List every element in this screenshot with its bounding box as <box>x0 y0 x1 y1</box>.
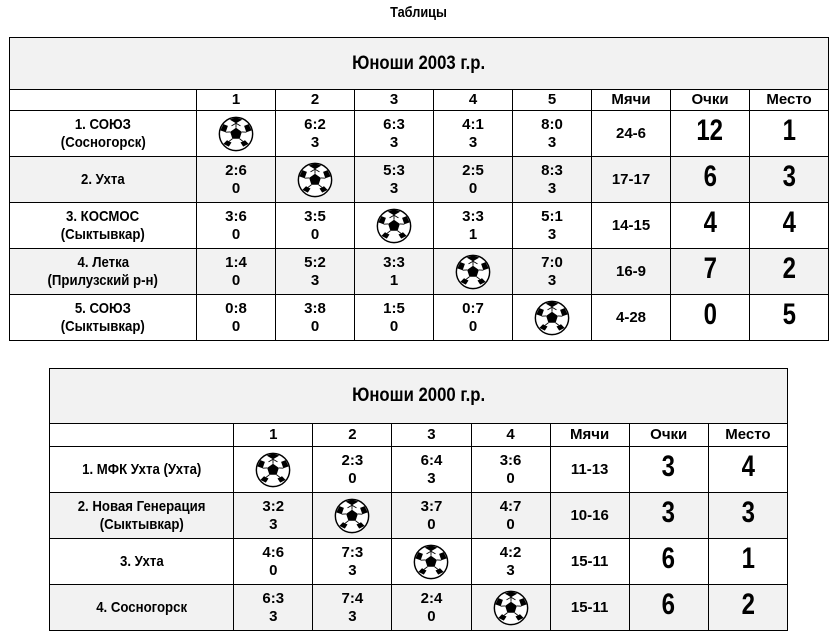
header-cell: 3 <box>355 90 434 111</box>
soccer-ball-icon <box>334 498 370 534</box>
page-title: Таблицы <box>390 4 447 21</box>
place-cell <box>750 111 829 157</box>
place-cell <box>708 493 787 539</box>
header-cell: 4 <box>471 424 550 447</box>
team-name-line: 5. СОЮЗ <box>74 299 132 317</box>
result-cell <box>234 585 313 631</box>
table-title: Юноши 2000 г.р. <box>50 369 788 424</box>
team-name-cell <box>10 203 197 249</box>
points-value: 4 <box>703 206 717 239</box>
result-cell <box>313 447 392 493</box>
match-points: 3 <box>547 133 557 151</box>
header-cell: Мячи <box>592 90 671 111</box>
points-value: 6 <box>662 542 676 575</box>
points-value: 6 <box>703 160 717 193</box>
self-match-cell <box>313 493 392 539</box>
place-cell <box>708 585 787 631</box>
place-value: 4 <box>741 450 755 483</box>
place-value: 2 <box>741 588 755 621</box>
table-row <box>50 447 788 493</box>
team-name-line: (Сосногорск) <box>60 133 146 151</box>
match-points: 3 <box>310 271 320 289</box>
table-row <box>50 493 788 539</box>
result-cell <box>276 295 355 341</box>
place-cell <box>708 447 787 493</box>
result-cell <box>234 539 313 585</box>
table-row <box>10 249 829 295</box>
soccer-ball-icon <box>297 162 333 198</box>
goals-cell: 4-28 <box>592 295 671 341</box>
header-cell: 2 <box>313 424 392 447</box>
place-value: 5 <box>782 298 796 331</box>
match-points: 0 <box>231 317 241 335</box>
match-score: 8:3 <box>541 161 563 179</box>
team-name-cell <box>10 249 197 295</box>
team-name-line: 1. СОЮЗ <box>74 115 132 133</box>
match-score: 4:7 <box>499 497 522 515</box>
self-match-cell <box>434 249 513 295</box>
result-cell <box>392 493 471 539</box>
match-points: 0 <box>348 469 357 487</box>
match-score: 6:3 <box>383 115 405 133</box>
match-score: 0:7 <box>462 299 484 317</box>
points-cell <box>629 585 708 631</box>
goals-cell: 15-11 <box>550 585 629 631</box>
goals-cell: 24-6 <box>592 111 671 157</box>
match-score: 7:3 <box>341 543 364 561</box>
match-score: 3:3 <box>462 207 484 225</box>
match-score: 6:4 <box>420 451 443 469</box>
match-score: 3:2 <box>262 497 285 515</box>
result-cell <box>513 203 592 249</box>
match-points: 0 <box>231 179 241 197</box>
result-cell <box>392 585 471 631</box>
table-row <box>10 111 829 157</box>
team-name-cell <box>50 585 234 631</box>
points-cell <box>629 447 708 493</box>
match-score: 3:3 <box>383 253 405 271</box>
match-score: 6:2 <box>304 115 326 133</box>
points-value: 7 <box>703 252 717 285</box>
match-points: 3 <box>427 469 436 487</box>
team-name-line: 3. Ухта <box>119 552 164 570</box>
match-score: 2:5 <box>462 161 484 179</box>
result-cell <box>276 203 355 249</box>
result-cell <box>197 157 276 203</box>
result-cell <box>513 249 592 295</box>
match-score: 7:0 <box>541 253 563 271</box>
match-score: 5:2 <box>304 253 326 271</box>
match-score: 3:7 <box>420 497 443 515</box>
match-score: 2:3 <box>341 451 364 469</box>
match-points: 0 <box>468 317 478 335</box>
self-match-cell <box>471 585 550 631</box>
result-cell <box>197 295 276 341</box>
goals-cell: 15-11 <box>550 539 629 585</box>
header-row <box>50 424 788 447</box>
match-points: 3 <box>468 133 478 151</box>
match-score: 4:1 <box>462 115 484 133</box>
points-cell <box>629 493 708 539</box>
goals-cell: 10-16 <box>550 493 629 539</box>
table-row <box>50 539 788 585</box>
soccer-ball-icon <box>218 116 254 152</box>
team-name-line: (Сыктывкар) <box>60 225 146 243</box>
match-points: 0 <box>468 179 478 197</box>
header-cell: Место <box>750 90 829 111</box>
match-points: 1 <box>468 225 478 243</box>
match-score: 5:3 <box>383 161 405 179</box>
result-cell <box>471 539 550 585</box>
self-match-cell <box>234 447 313 493</box>
place-cell <box>750 203 829 249</box>
place-value: 2 <box>782 252 796 285</box>
match-points: 3 <box>506 561 515 579</box>
points-value: 6 <box>662 588 676 621</box>
match-points: 0 <box>231 271 241 289</box>
points-value: 3 <box>662 450 676 483</box>
result-cell <box>355 157 434 203</box>
team-name-line: 4. Летка <box>77 253 129 271</box>
match-points: 0 <box>427 515 436 533</box>
match-points: 0 <box>427 607 436 625</box>
match-points: 1 <box>389 271 399 289</box>
match-points: 0 <box>389 317 399 335</box>
soccer-ball-icon <box>413 544 449 580</box>
place-value: 1 <box>782 114 796 147</box>
soccer-ball-icon <box>534 300 570 336</box>
points-value: 3 <box>662 496 676 529</box>
standings-table-2000 <box>49 368 788 631</box>
team-name-line: (Сыктывкар) <box>99 515 184 533</box>
place-cell <box>750 295 829 341</box>
soccer-ball-icon <box>255 452 291 488</box>
header-empty <box>50 424 234 447</box>
points-value: 12 <box>696 114 724 147</box>
soccer-ball-icon <box>493 590 529 626</box>
place-value: 4 <box>782 206 796 239</box>
match-points: 3 <box>269 607 278 625</box>
standings-table-2003 <box>9 37 829 341</box>
result-cell <box>355 111 434 157</box>
header-cell: Мячи <box>550 424 629 447</box>
team-name-cell <box>10 157 197 203</box>
match-score: 8:0 <box>541 115 563 133</box>
match-points: 3 <box>547 225 557 243</box>
header-cell: Очки <box>671 90 750 111</box>
match-score: 3:5 <box>304 207 326 225</box>
match-points: 3 <box>348 607 357 625</box>
result-cell <box>513 111 592 157</box>
self-match-cell <box>197 111 276 157</box>
result-cell <box>276 249 355 295</box>
match-score: 4:6 <box>262 543 285 561</box>
team-name-line: 3. КОСМОС <box>66 207 140 225</box>
table-row <box>50 585 788 631</box>
table-row <box>10 295 829 341</box>
result-cell <box>234 493 313 539</box>
team-name-cell <box>50 493 234 539</box>
match-score: 0:8 <box>225 299 247 317</box>
header-row <box>10 90 829 111</box>
team-name-cell <box>50 539 234 585</box>
team-name-cell <box>10 295 197 341</box>
result-cell <box>313 585 392 631</box>
match-score: 3:6 <box>225 207 247 225</box>
place-value: 3 <box>741 496 755 529</box>
match-points: 3 <box>310 133 320 151</box>
points-cell <box>671 203 750 249</box>
match-score: 3:6 <box>499 451 522 469</box>
place-cell <box>750 157 829 203</box>
match-points: 0 <box>269 561 278 579</box>
team-name-line: 2. Новая Генерация <box>77 497 206 515</box>
result-cell <box>313 539 392 585</box>
result-cell <box>471 447 550 493</box>
team-name-line: 2. Ухта <box>81 170 125 188</box>
team-name-line: (Сыктывкар) <box>60 317 146 335</box>
points-value: 0 <box>703 298 717 331</box>
match-score: 4:2 <box>499 543 522 561</box>
soccer-ball-icon <box>455 254 491 290</box>
self-match-cell <box>276 157 355 203</box>
result-cell <box>276 111 355 157</box>
team-name-line: (Прилузский р-н) <box>47 271 159 289</box>
result-cell <box>434 111 513 157</box>
match-points: 0 <box>310 317 320 335</box>
table-row <box>10 203 829 249</box>
soccer-ball-icon <box>376 208 412 244</box>
match-score: 6:3 <box>262 589 285 607</box>
result-cell <box>197 203 276 249</box>
team-name-cell <box>50 447 234 493</box>
place-cell <box>708 539 787 585</box>
match-score: 3:8 <box>304 299 326 317</box>
header-cell: Очки <box>629 424 708 447</box>
points-cell <box>671 157 750 203</box>
match-points: 0 <box>506 469 515 487</box>
goals-cell: 17-17 <box>592 157 671 203</box>
points-cell <box>671 295 750 341</box>
team-name-line: 4. Сосногорск <box>96 598 188 616</box>
header-cell: Место <box>708 424 787 447</box>
goals-cell: 16-9 <box>592 249 671 295</box>
match-points: 0 <box>310 225 320 243</box>
match-points: 3 <box>348 561 357 579</box>
match-score: 1:4 <box>225 253 247 271</box>
self-match-cell <box>392 539 471 585</box>
points-cell <box>671 111 750 157</box>
team-name-cell <box>10 111 197 157</box>
match-points: 0 <box>506 515 515 533</box>
self-match-cell <box>513 295 592 341</box>
team-name-line: 1. МФК Ухта (Ухта) <box>82 460 202 478</box>
match-points: 3 <box>269 515 278 533</box>
table-title: Юноши 2003 г.р. <box>10 38 829 90</box>
match-points: 0 <box>231 225 241 243</box>
result-cell <box>513 157 592 203</box>
goals-cell: 11-13 <box>550 447 629 493</box>
match-points: 3 <box>389 179 399 197</box>
header-cell: 2 <box>276 90 355 111</box>
match-score: 5:1 <box>541 207 563 225</box>
header-cell: 5 <box>513 90 592 111</box>
result-cell <box>434 203 513 249</box>
header-cell: 1 <box>197 90 276 111</box>
header-cell: 1 <box>234 424 313 447</box>
header-cell: 3 <box>392 424 471 447</box>
result-cell <box>355 295 434 341</box>
match-points: 3 <box>547 179 557 197</box>
match-points: 3 <box>389 133 399 151</box>
place-cell <box>750 249 829 295</box>
points-cell <box>629 539 708 585</box>
match-points: 3 <box>547 271 557 289</box>
match-score: 2:4 <box>420 589 443 607</box>
result-cell <box>434 157 513 203</box>
result-cell <box>392 447 471 493</box>
match-score: 7:4 <box>341 589 364 607</box>
match-score: 2:6 <box>225 161 247 179</box>
points-cell <box>671 249 750 295</box>
result-cell <box>355 249 434 295</box>
goals-cell: 14-15 <box>592 203 671 249</box>
result-cell <box>197 249 276 295</box>
result-cell <box>434 295 513 341</box>
result-cell <box>471 493 550 539</box>
header-empty <box>10 90 197 111</box>
place-value: 3 <box>782 160 796 193</box>
self-match-cell <box>355 203 434 249</box>
match-score: 1:5 <box>383 299 405 317</box>
header-cell: 4 <box>434 90 513 111</box>
place-value: 1 <box>741 542 755 575</box>
table-row <box>10 157 829 203</box>
